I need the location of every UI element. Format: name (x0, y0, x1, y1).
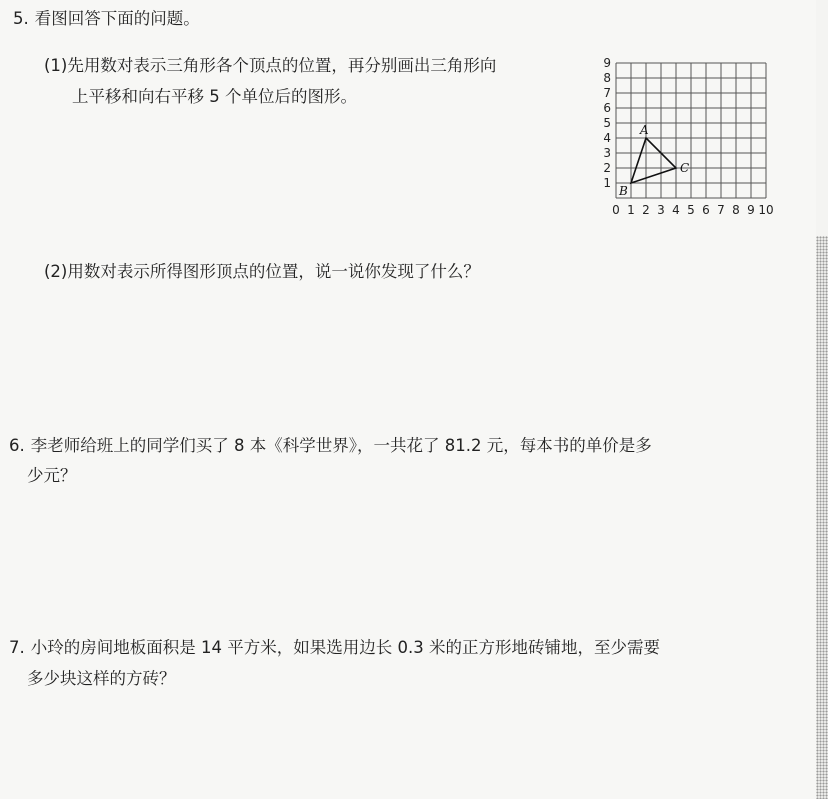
y-tick-label: 9 (603, 58, 611, 70)
y-tick-label: 6 (603, 101, 611, 115)
question-5-part1-line1: (1)先用数对表示三角形各个顶点的位置，再分别画出三角形向 (44, 56, 497, 75)
x-tick-label: 6 (702, 203, 710, 217)
triangle-abc (631, 138, 676, 183)
question-5-part1-line2: 上平移和向右平移 5 个单位后的图形。 (72, 87, 357, 106)
question-5-title (13, 4, 200, 34)
y-tick-label: 3 (603, 146, 611, 160)
y-tick-label: 1 (603, 176, 611, 190)
coordinate-grid-figure (596, 58, 778, 228)
vertex-label-c: C (680, 161, 690, 175)
y-tick-label: 4 (603, 131, 611, 145)
x-tick-label: 7 (717, 203, 725, 217)
question-6-text: 李老师给班上的同学们买了 8 本《科学世界》，一共花了 81.2 元，每本书的单价是多 (30, 436, 652, 455)
question-7-line1 (9, 633, 660, 663)
question-5-number: 5. (13, 9, 29, 28)
y-tick-label: 7 (603, 86, 611, 100)
question-6-line2: 少元？ (27, 466, 77, 485)
x-tick-label: 5 (687, 203, 695, 217)
x-tick-label: 2 (642, 203, 650, 217)
x-tick-label: 9 (747, 203, 755, 217)
y-tick-label: 2 (603, 161, 611, 175)
question-6-line1 (9, 431, 652, 461)
question-6-number: 6. (9, 436, 25, 455)
question-7-number: 7. (9, 638, 25, 657)
x-tick-label: 1 (627, 203, 635, 217)
x-tick-label: 10 (758, 203, 774, 217)
x-tick-label: 8 (732, 203, 740, 217)
page-binding-edge (816, 236, 828, 799)
y-tick-label: 5 (603, 116, 611, 130)
x-tick-label: 4 (672, 203, 680, 217)
x-tick-label: 3 (657, 203, 665, 217)
question-7-text: 小玲的房间地板面积是 14 平方米，如果选用边长 0.3 米的正方形地砖铺地，至少需要 (30, 638, 660, 657)
vertex-label-b: B (619, 184, 628, 198)
question-7-line2: 多少块这样的方砖？ (27, 669, 176, 688)
question-5-text: 看图回答下面的问题。 (34, 9, 200, 28)
y-tick-label: 8 (603, 71, 611, 85)
x-tick-label: 0 (612, 203, 620, 217)
question-5-part2: (2)用数对表示所得图形顶点的位置，说一说你发现了什么？ (44, 262, 480, 281)
vertex-label-a: A (640, 123, 649, 137)
